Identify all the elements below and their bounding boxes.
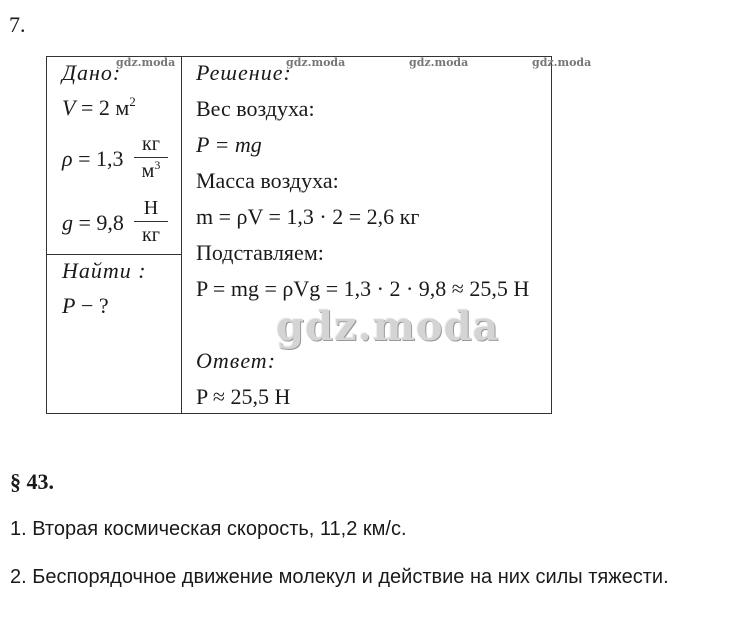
solution-line: P = mg (196, 132, 262, 157)
density-value: = 1,3 (78, 146, 124, 171)
volume-exponent: 2 (129, 94, 136, 109)
volume-value: = 2 м (80, 95, 130, 120)
table-column-divider (181, 56, 182, 414)
fraction-bar (134, 221, 168, 222)
given-density (62, 146, 123, 172)
find-symbol: P (62, 293, 76, 318)
answer-header: Ответ: (196, 348, 277, 373)
answer-item: 2. Беспорядочное движение молекул и действие на них силы тяжести. (10, 566, 669, 588)
watermark: gdz.moda (286, 56, 346, 69)
solution-line: Подставляем: (196, 240, 324, 265)
find-question: − ? (80, 293, 109, 318)
find-header: Найти : (62, 258, 147, 283)
watermark: gdz.moda (116, 56, 176, 69)
solution-line: m = ρV = 1,3 · 2 = 2,6 кг (196, 204, 420, 229)
given-header: Дано: (62, 60, 122, 85)
problem-number: 7. (9, 12, 26, 37)
solution-header: Решение: (196, 60, 292, 85)
watermark: gdz.moda (532, 56, 592, 69)
table-row-divider (46, 254, 181, 255)
given-gravity (62, 210, 124, 236)
answer-value: P ≈ 25,5 Н (196, 384, 291, 409)
gravity-unit-numerator: Н (143, 197, 159, 219)
fraction-bar (134, 157, 168, 158)
watermark: gdz.moda (409, 56, 469, 69)
section-heading: § 43. (10, 469, 54, 494)
density-symbol: ρ (62, 146, 73, 171)
find-target (62, 293, 109, 319)
density-unit-denominator: $м^3$ (141, 158, 161, 182)
answer-item: 1. Вторая космическая скорость, 11,2 км/с. (10, 518, 407, 540)
density-unit-numerator: кг (142, 133, 160, 155)
gravity-value: = 9,8 (78, 210, 124, 235)
solution-line: P = mg = ρVg = 1,3 · 2 · 9,8 ≈ 25,5 Н (196, 276, 530, 301)
density-unit-fraction (134, 132, 168, 183)
gravity-unit-fraction (134, 196, 168, 247)
watermark: gdz.moda (276, 303, 500, 350)
solution-line: Вес воздуха: (196, 96, 315, 121)
solution-line: Масса воздуха: (196, 168, 339, 193)
given-volume (62, 95, 136, 121)
volume-symbol: V (62, 95, 76, 120)
gravity-unit-denominator: кг (142, 224, 160, 246)
gravity-symbol: g (62, 210, 73, 235)
